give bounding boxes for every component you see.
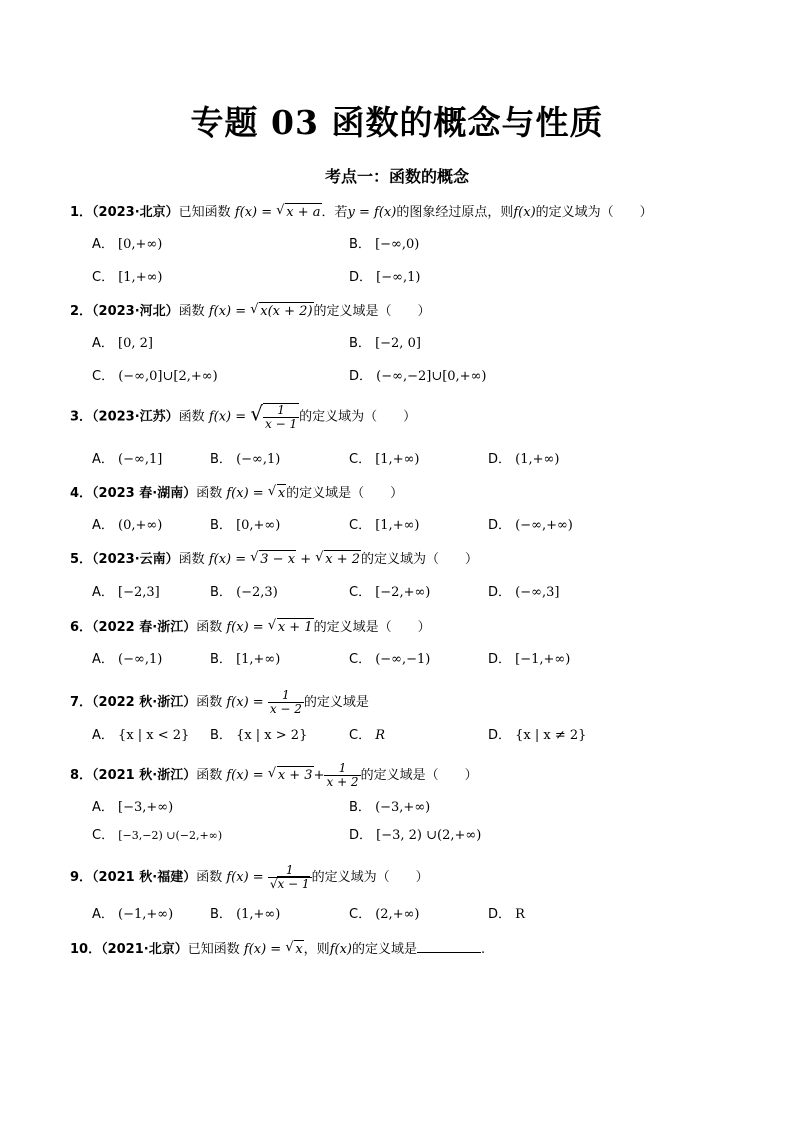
sqrt-expr: √ x + a [276, 203, 321, 220]
sqrt-sign: √ [250, 401, 264, 426]
question-text: 函数 [196, 620, 223, 635]
sqrt-expr: √ 3 − x [250, 550, 296, 567]
plus-sign: + [313, 768, 325, 783]
question-number: 5． [70, 552, 93, 567]
section-heading: 考点一：函数的概念 [324, 167, 469, 186]
question-source: （2021 秋·福建） [92, 870, 197, 885]
function-expr: f(x) = [208, 304, 247, 319]
option-c: C． [1,+∞) [92, 270, 163, 285]
question-1 [70, 203, 653, 222]
question-9 [70, 864, 429, 891]
question-text: 的定义域为（ ） [311, 870, 429, 885]
option-d: D． [−3, 2) ∪(2,+∞) [349, 828, 482, 843]
question-source: （2021 秋·浙江） [92, 768, 197, 783]
question-text: 函数 [196, 486, 223, 501]
option-a: A． {x | x < 2} [92, 728, 190, 743]
question-text: ．若 [321, 205, 348, 220]
option-c: C． [−2,+∞) [349, 585, 431, 600]
option-d: D． R [488, 907, 525, 922]
question-text: . [481, 942, 486, 957]
question-number: 4． [70, 486, 93, 501]
option-d: D． [−1,+∞) [488, 652, 571, 667]
question-7 [70, 689, 369, 716]
function-expr: f(x) = [208, 409, 247, 425]
sqrt-expr: √ x + 3 [267, 766, 313, 783]
question-source: （2023·河北） [92, 304, 179, 319]
question-text: 函数 [178, 552, 205, 567]
question-number: 2． [70, 304, 93, 319]
answer-blank[interactable] [417, 940, 481, 953]
question-4 [70, 484, 403, 503]
question-number: 6． [70, 620, 93, 635]
function-expr: y = f(x) [347, 205, 397, 220]
question-text: ，则 [303, 942, 330, 957]
fraction-expr: $\frac{1}{x + 2}$ [326, 761, 359, 789]
option-a: A． (−∞,1] [92, 452, 163, 467]
question-number: 9． [70, 870, 93, 885]
question-number: 10． [70, 942, 102, 957]
option-c: C． [1,+∞) [349, 452, 420, 467]
page-title: 专题 03 函数的概念与性质 [190, 103, 604, 142]
question-source: （2021·北京） [101, 942, 188, 957]
function-expr: f(x) = [226, 768, 264, 783]
function-expr: f(x) = [243, 942, 282, 957]
option-c: C． [−3,−2) ∪(−2,+∞) [92, 828, 223, 843]
option-c: C． (−∞,0]∪[2,+∞) [92, 369, 218, 384]
plus-sign: + [300, 552, 312, 567]
function-expr: f(x) [513, 205, 536, 220]
function-expr: f(x) = [226, 870, 264, 885]
question-source: （2022 春·浙江） [92, 620, 197, 635]
function-expr: f(x) [329, 942, 352, 957]
question-text: 的定义域为（ ） [361, 552, 479, 567]
option-b: B． (−2,3) [210, 585, 278, 600]
question-text: 已知函数 [187, 942, 240, 957]
option-b: B． [0,+∞) [210, 518, 281, 533]
question-number: 1． [70, 205, 93, 220]
question-source: （2023·江苏） [92, 409, 179, 425]
option-a: A． (−∞,1) [92, 652, 163, 667]
question-5 [70, 550, 478, 569]
option-b: B． {x | x > 2} [210, 728, 308, 743]
question-number: 7． [70, 695, 93, 710]
question-source: （2023·云南） [92, 552, 179, 567]
question-text: 函数 [196, 695, 223, 710]
option-c: C． (2,+∞) [349, 907, 420, 922]
question-text: 的定义域为（ ） [535, 205, 653, 220]
question-number: 3． [70, 409, 93, 425]
option-b: B． (−∞,1) [210, 452, 281, 467]
question-10 [70, 940, 485, 959]
function-expr: f(x) = [226, 486, 264, 501]
option-b: B． (1,+∞) [210, 907, 281, 922]
fraction-expr: $\frac{1}{x - 1}$ [265, 403, 298, 431]
option-c: C． [1,+∞) [349, 518, 420, 533]
option-a: A． [−3,+∞) [92, 800, 174, 815]
question-text: 的定义域是（ ） [360, 768, 478, 783]
question-text: 的定义域是（ ） [313, 620, 431, 635]
question-text: 的定义域是（ ） [313, 304, 431, 319]
option-b: B． [−2, 0] [349, 336, 421, 351]
question-source: （2023·北京） [92, 205, 179, 220]
option-d: D． (1,+∞) [488, 452, 560, 467]
question-6 [70, 618, 431, 637]
option-c: C． (−∞,−1) [349, 652, 431, 667]
fraction-expr: $\frac{1}{√x - 1}$ [269, 863, 310, 891]
option-d: D． {x | x ≠ 2} [488, 728, 587, 743]
question-text: 的定义域是（ ） [286, 486, 404, 501]
question-3 [70, 403, 416, 431]
option-a: A． (0,+∞) [92, 518, 163, 533]
option-d: D． [−∞,1) [349, 270, 421, 285]
option-b: B． [−∞,0) [349, 237, 420, 252]
question-source: （2022 秋·浙江） [92, 695, 197, 710]
fraction-expr: $\frac{1}{x - 2}$ [269, 688, 302, 716]
question-source: （2023 春·湖南） [92, 486, 197, 501]
option-d: D． (−∞,−2]∪[0,+∞) [349, 369, 487, 384]
option-b: B． (−3,+∞) [349, 800, 431, 815]
option-c: C． R [349, 728, 386, 743]
function-expr: f(x) = [208, 552, 247, 567]
option-b: B． [1,+∞) [210, 652, 281, 667]
sqrt-expr: √ x [285, 940, 303, 957]
sqrt-expr: √ x + 2 [315, 550, 360, 567]
sqrt-expr: √ x + 1 [267, 618, 313, 635]
question-text: 函数 [196, 870, 223, 885]
question-text: 函数 [178, 304, 205, 319]
function-expr: f(x) = [234, 205, 273, 220]
question-text: 函数 [178, 409, 205, 425]
question-text: 的定义域是 [351, 942, 417, 957]
option-a: A． [0,+∞) [92, 237, 163, 252]
option-a: A． (−1,+∞) [92, 907, 174, 922]
question-8 [70, 762, 478, 789]
option-d: D． (−∞,3] [488, 585, 560, 600]
question-text: 函数 [196, 768, 223, 783]
question-text: 的定义域是 [303, 695, 369, 710]
question-text: 的定义域为（ ） [299, 409, 417, 425]
question-text: 已知函数 [178, 205, 231, 220]
question-2 [70, 302, 431, 321]
option-a: A． [0, 2] [92, 336, 153, 351]
sqrt-expr: √ x(x + 2) [250, 302, 313, 319]
question-text: 的图象经过原点，则 [396, 205, 514, 220]
function-expr: f(x) = [226, 695, 264, 710]
question-number: 8． [70, 768, 93, 783]
sqrt-expr: √ x [267, 484, 286, 501]
function-expr: f(x) = [226, 620, 264, 635]
option-a: A． [−2,3] [92, 585, 160, 600]
option-d: D． (−∞,+∞) [488, 518, 573, 533]
